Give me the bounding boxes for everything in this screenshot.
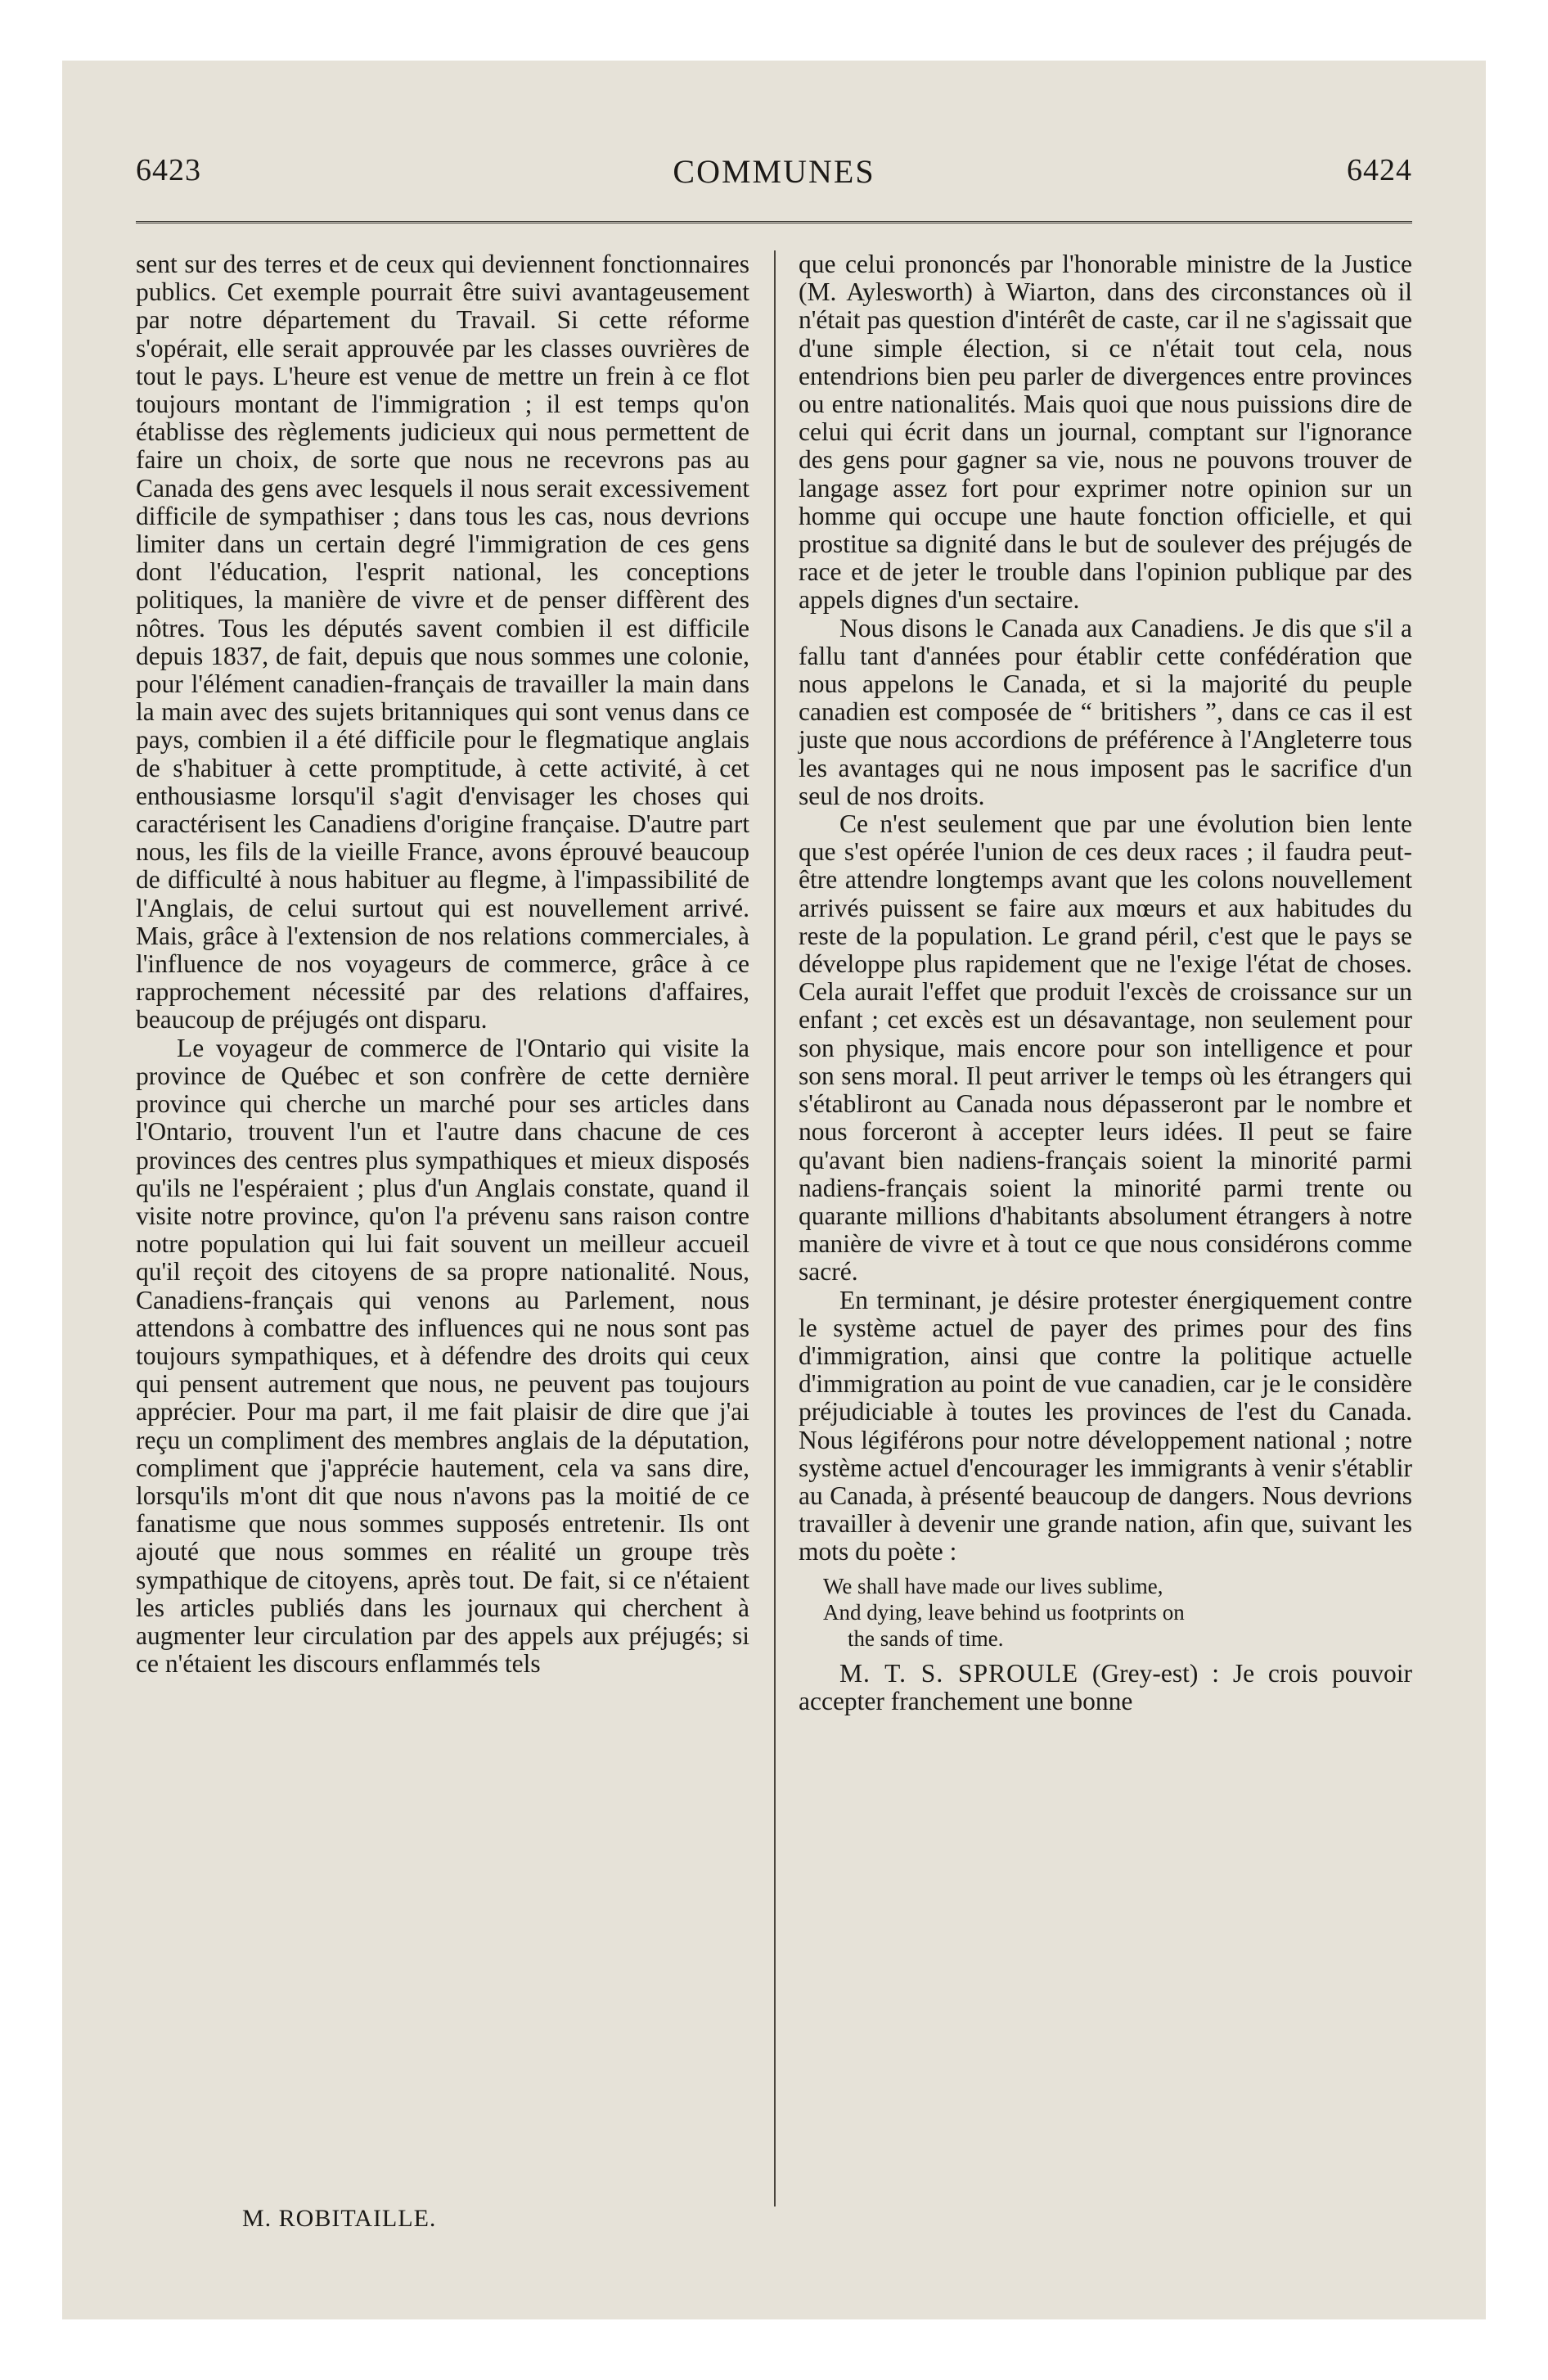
- right-paragraph-3: Ce n'est seulement que par une évolution bien lente que s'est opérée l'union de ces deux races ; il faudra peut-être attendre longtemps avant que les colons nouvellement arrivés puissent se faire aux mœurs et aux habitudes du reste de la population. Le grand péril, c'est que le pays se développe plus rapidement que ne l'exige l'état de choses. Cela aurait l'effet que produit l'excès de croissance sur un enfant ; cet excès est un désavantage, non seulement pour son physique, mais encore pour son intelligence et pour son sens moral. Il peut arriver le temps où les étrangers qui s'établiront au Canada nous dépasseront par le nombre et nous forceront à accepter leurs idées. Il peut se faire qu'avant bien nadiens-français soient la minorité parmi nadiens-français soient la minorité parmi trente ou quarante millions d'habitants absolument étrangers à notre manière de vivre et à tout ce que nous considérons comme sacré.: [799, 809, 1412, 1287]
- right-paragraph-2: Nous disons le Canada aux Canadiens. Je dis que s'il a fallu tant d'années pour établir cette confédération que nous appelons le Canada, et si la majorité du peuple canadien est composée de “ britishers ”, dans ce cas il est juste que nous accordions de préférence à l'Angleterre tous les avantages qui ne nous imposent pas le sacrifice d'un seul de nos droits.: [799, 613, 1412, 810]
- header-rule: [136, 221, 1412, 227]
- right-column: [799, 250, 1412, 1715]
- right-paragraph-5: [799, 1660, 1412, 1715]
- left-paragraph-1: sent sur des terres et de ceux qui deviennent fonctionnaires publics. Cet exemple pourrait être suivi avantageusement par notre département du Travail. Si cette réforme s'opérait, elle serait approuvée par les classes ouvrières de tout le pays. L'heure est venue de mettre un frein à ce flot toujours montant de l'immigration ; il est temps qu'on établisse des règlements judicieux qui nous permettent de faire un choix, de sorte que nous ne recevrons pas au Canada des gens avec lesquels il nous serait excessivement difficile de sympathiser ; dans tous les cas, nous devrions limiter dans un certain degré l'immigration de ces gens dont l'éducation, l'esprit national, les conceptions politiques, la manière de vivre et de penser diffèrent des nôtres. Tous les députés savent combien il est difficile depuis 1837, de fait, depuis que nous sommes une colonie, pour l'élément canadien-français de travailler la main dans la main avec des sujets britanniques qui sont venus dans ce pays, combien il a été difficile pour le flegmatique anglais de s'habituer à cette promptitude, à cette activité, à cet enthousiasme lorsqu'il s'agit d'envisager les choses qui caractérisent les Canadiens d'origine française. D'autre part nous, les fils de la vieille France, avons éprouvé beaucoup de difficulté à nous habituer au flegme, à l'impassibilité de l'Anglais, de celui surtout qui est nouvellement arrivé. Mais, grâce à l'extension de nos relations commerciales, à l'influence de nos voyageurs de commerce, grâce à ce rapprochement nécessité par des relations d'affaires, beaucoup de préjugés ont disparu.: [136, 250, 749, 1034]
- poem-line-1: We shall have made our lives sublime,: [823, 1573, 1163, 1598]
- running-header: [136, 152, 1412, 201]
- right-paragraph-4: En terminant, je désire protester énergiquement contre le système actuel de payer des primes pour des fins d'immigration, ainsi que contre la politique actuelle d'immigration au point de vue canadien, car je le considère préjudiciable à toutes les provinces de l'est du Canada. Nous légiférons pour notre développement national ; notre système actuel d'encourager les immigrants à venir s'établir au Canada, à présenté beaucoup de dangers. Nous devrions travailler à devenir une grande nation, afin que, suivant les mots du poète :: [799, 1285, 1412, 1566]
- footer-speaker: M. ROBITAILLE.: [242, 2205, 437, 2232]
- poem-line-2: And dying, leave behind us footprints on: [823, 1599, 1185, 1625]
- poem-quotation: [799, 1573, 1412, 1652]
- left-column: [136, 250, 749, 1678]
- scanned-page-background: [62, 61, 1486, 2319]
- page-number-right: 6424: [1347, 153, 1412, 187]
- poem-line-3: the sands of time.: [848, 1625, 1004, 1651]
- page-number-left: 6423: [136, 153, 201, 187]
- page: [136, 61, 1412, 2319]
- column-divider: [774, 250, 776, 2206]
- speaker-name: M. T. S. SPROULE: [839, 1658, 1079, 1688]
- page-title: COMMUNES: [673, 153, 875, 190]
- speaker-text: (Grey-est) : Je crois pouvoir accepter franchement une bonne: [799, 1658, 1412, 1715]
- right-paragraph-1: que celui prononcés par l'honorable ministre de la Justice (M. Aylesworth) à Wiarton, dans des circonstances où il n'était pas question d'intérêt de caste, car il ne s'agissait que d'une simple élection, si ce n'était tout cela, nous entendrions bien peu parler de divergences entre provinces ou entre nationalités. Mais quoi que nous puissions dire de celui qui écrit dans un journal, comptant sur l'ignorance des gens pour gagner sa vie, nous ne pouvons trouver de langage assez fort pour exprimer notre opinion sur un homme qui occupe une haute fonction officielle, et qui prostitue sa dignité dans le but de soulever des préjugés de race et de jeter le trouble dans l'opinion publique par des appels dignes d'un sectaire.: [799, 250, 1412, 615]
- left-paragraph-2: Le voyageur de commerce de l'Ontario qui visite la province de Québec et son confrère de cette dernière province qui cherche un marché pour ses articles dans l'Ontario, trouvent l'un et l'autre dans chacune de ces provinces des centres plus sympathiques et mieux disposés qu'ils ne l'espéraient ; plus d'un Anglais constate, quand il visite notre province, qu'on l'a prévenu sans raison contre notre population qui lui fait souvent un meilleur accueil qu'il reçoit des citoyens de sa propre nationalité. Nous, Canadiens-français qui venons au Parlement, nous attendons à combattre des influences qui ne nous sont pas toujours sympathiques, et à défendre des droits qui ceux qui pensent autrement que nous, ne peuvent pas toujours apprécier. Pour ma part, il me fait plaisir de dire que j'ai reçu un compliment des membres anglais de la députation, compliment que j'apprécie hautement, cela va sans dire, lorsqu'ils m'ont dit que nous n'avons pas la moitié de ce fanatisme que nous sommes supposés entretenir. Ils ont ajouté que nous sommes en réalité un groupe très sympathique de citoyens, après tout. De fait, si ce n'étaient les articles publiés dans les journaux qui cherchent à augmenter leur circulation par des appels aux préjugés; si ce n'étaient les discours enflammés tels: [136, 1033, 749, 1679]
